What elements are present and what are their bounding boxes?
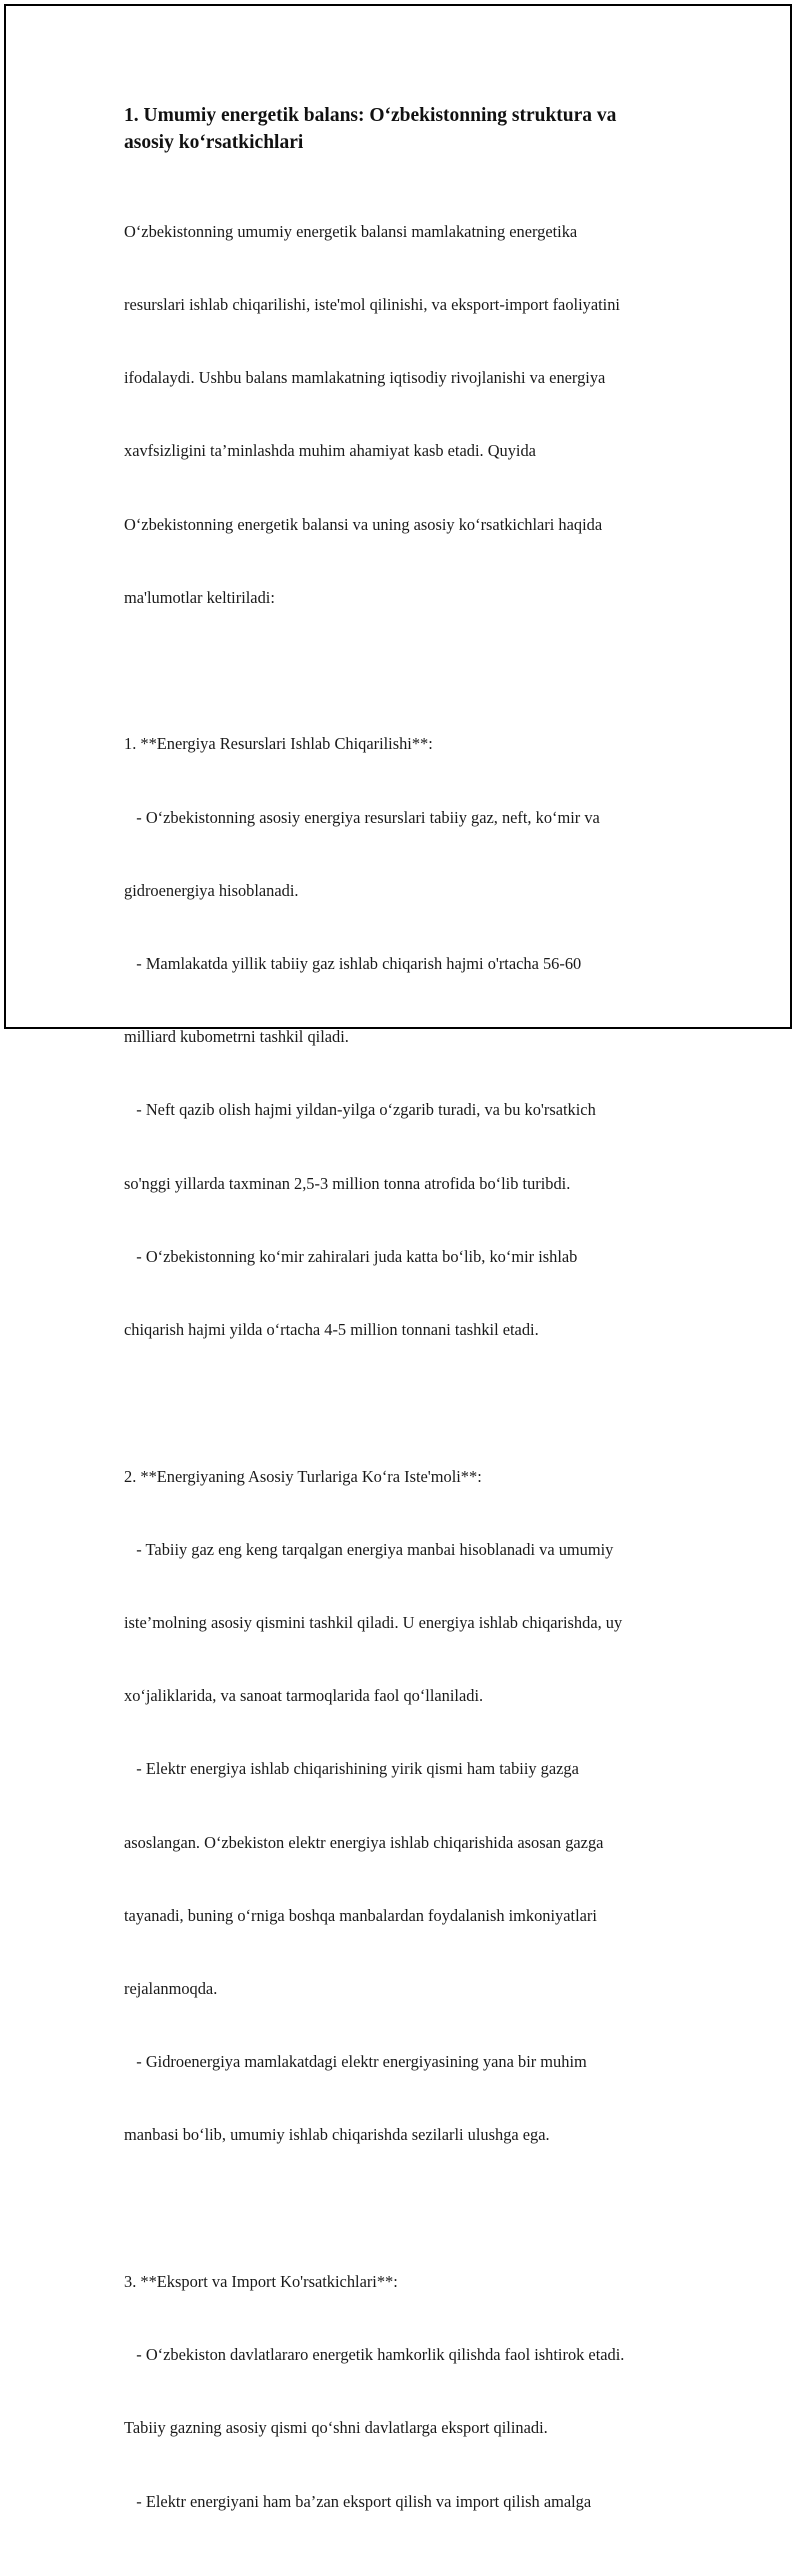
section-heading: 2. **Energiyaning Asosiy Turlariga Ko‘ra Iste'moli**: — [124, 1466, 482, 1486]
title-line: 1. Umumiy energetik balans: O‘zbekistonning struktura va — [124, 105, 617, 126]
text-line: rejalanmoqda. — [124, 1979, 218, 1999]
title-line: asosiy ko‘rsatkichlari — [124, 132, 304, 153]
page-frame — [4, 4, 792, 2511]
text-line: - Elektr energiyani ham ba’zan eksport qilish va import qilish amalga — [124, 2491, 592, 2511]
text-line: tayanadi, buning o‘rniga boshqa manbalardan foydalanish imkoniyatlari — [124, 1905, 597, 1925]
text-line: xavfsizligini ta’minlashda muhim ahamiyat kasb etadi. Quyida — [124, 441, 536, 461]
text-line: - Mamlakatda yillik tabiiy gaz ishlab chiqarish hajmi o'rtacha 56-60 — [124, 953, 582, 973]
document-title — [124, 102, 696, 156]
text-line: O‘zbekistonning energetik balansi va uning asosiy ko‘rsatkichlari haqida — [124, 514, 603, 534]
text-line: - Elektr energiya ishlab chiqarishining yirik qismi ham tabiiy gazga — [124, 1759, 579, 1779]
document-body — [124, 102, 696, 2563]
text-line: chiqarish hajmi yilda o‘rtacha 4-5 million tonnani tashkil etadi. — [124, 1320, 539, 1340]
section-3-export-import — [124, 2221, 696, 2563]
text-line: resurslari ishlab chiqarilishi, iste'mol qilinishi, va eksport-import faoliyatini — [124, 295, 620, 315]
text-line: O‘zbekistonning umumiy energetik balansi mamlakatning energetika — [124, 221, 578, 241]
paragraph-gap — [124, 2197, 696, 2221]
text-line: ifodalaydi. Ushbu balans mamlakatning iqtisodiy rivojlanishi va energiya — [124, 368, 606, 388]
text-line: - Neft qazib olish hajmi yildan-yilga o‘zgarib turadi, va bu ko'rsatkich — [124, 1100, 596, 1120]
text-line: milliard kubometrni tashkil qiladi. — [124, 1027, 349, 1047]
section-heading: 1. **Energiya Resurslari Ishlab Chiqarilishi**: — [124, 734, 433, 754]
text-line: gidroenergiya hisoblanadi. — [124, 880, 299, 900]
text-line: manbasi bo‘lib, umumiy ishlab chiqarishda sezilarli ulushga ega. — [124, 2125, 550, 2145]
intro-paragraph — [124, 171, 696, 659]
section-heading: 3. **Eksport va Import Ko'rsatkichlari**: — [124, 2271, 398, 2291]
text-line: asoslangan. O‘zbekiston elektr energiya ishlab chiqarishida asosan gazga — [124, 1832, 604, 1852]
text-line: Tabiiy gazning asosiy qismi qo‘shni davlatlarga eksport qilinadi. — [124, 2418, 548, 2438]
text-line: iste’molning asosiy qismini tashkil qiladi. U energiya ishlab chiqarishda, uy — [124, 1612, 623, 1632]
text-line: so'nggi yillarda taxminan 2,5-3 million tonna atrofida bo‘lib turibdi. — [124, 1173, 571, 1193]
text-line: xo‘jaliklarida, va sanoat tarmoqlarida faol qo‘llaniladi. — [124, 1686, 484, 1706]
section-2-consumption — [124, 1416, 696, 2197]
text-line: - O‘zbekiston davlatlararo energetik hamkorlik qilishda faol ishtirok etadi. — [124, 2345, 625, 2365]
paragraph-gap — [124, 1391, 696, 1415]
text-line: ma'lumotlar keltiriladi: — [124, 587, 275, 607]
text-line: - O‘zbekistonning ko‘mir zahiralari juda katta bo‘lib, ko‘mir ishlab — [124, 1246, 578, 1266]
text-line: - Tabiiy gaz eng keng tarqalgan energiya manbai hisoblanadi va umumiy — [124, 1539, 614, 1559]
section-1-production — [124, 684, 696, 1392]
paragraph-gap — [124, 659, 696, 683]
text-line: - Gidroenergiya mamlakatdagi elektr energiyasining yana bir muhim — [124, 2052, 587, 2072]
text-line: - O‘zbekistonning asosiy energiya resurslari tabiiy gaz, neft, ko‘mir va — [124, 807, 600, 827]
